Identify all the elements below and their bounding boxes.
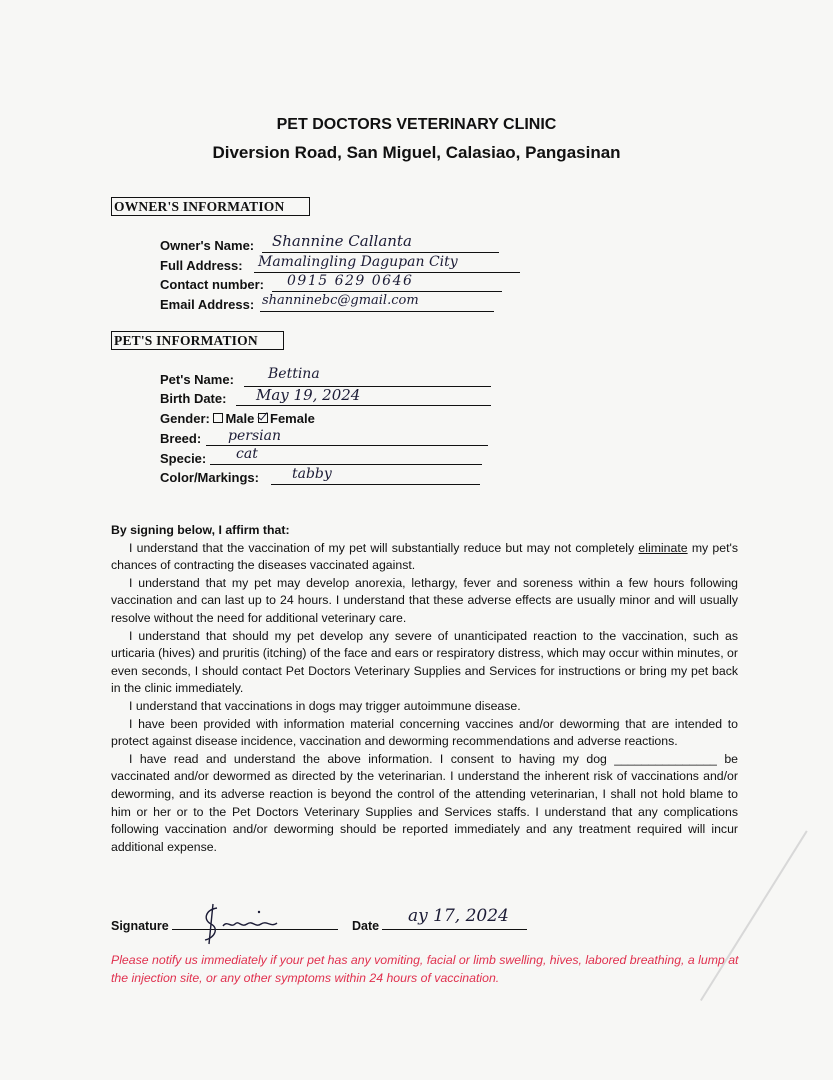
contact-number-line (272, 291, 502, 292)
date-label: Date (352, 919, 380, 933)
clinic-name: PET DOCTORS VETERINARY CLINIC (276, 116, 557, 133)
birth-date-line (236, 405, 491, 406)
full-address-value[interactable]: Mamalingling Dagupan City (258, 254, 458, 270)
birth-date-value[interactable]: May 19, 2024 (256, 386, 361, 404)
post-vaccination-notice: Please notify us immediately if your pet has any vomiting, facial or limb swelling, hives, labored breathing, a lump at the injection site, or any other symptoms within 24 hours of vaccination. (111, 953, 739, 985)
full-address-label: Full Address: (160, 258, 243, 273)
clinic-address: Diversion Road, San Miguel, Calasiao, Pangasinan (212, 143, 621, 162)
pet-name-value[interactable]: Bettina (268, 366, 320, 382)
affirmation-section (111, 522, 738, 856)
breed-value[interactable]: persian (228, 428, 281, 444)
pet-name-label: Pet's Name: (160, 372, 234, 387)
handwritten-signature[interactable] (195, 898, 295, 948)
email-address-label: Email Address: (160, 297, 255, 312)
specie-label: Specie: (160, 451, 207, 466)
gender-row (160, 411, 315, 427)
gender-female-checkbox[interactable] (258, 413, 268, 423)
date-value[interactable]: ay 17, 2024 (408, 906, 509, 926)
affirmation-heading: By signing below, I affirm that: (111, 523, 290, 537)
specie-value[interactable]: cat (236, 446, 258, 462)
email-address-value[interactable]: shanninebc@gmail.com (262, 293, 419, 308)
affirmation-paragraph-1: I understand that the vaccination of my pet will substantially reduce but may not completely eliminate my pet's chances of contracting the diseases vaccinated against. (111, 540, 738, 573)
contact-number-label: Contact number: (160, 277, 264, 292)
contact-number-value[interactable]: 0915 629 0646 (287, 273, 414, 289)
owner-section-title: OWNER'S INFORMATION (111, 197, 310, 216)
owner-name-label: Owner's Name: (160, 238, 255, 253)
date-line (382, 929, 527, 930)
affirmation-paragraph-5: I have been provided with information material concerning vaccines and/or deworming that are intended to protect against disease incidence, vaccination and deworming recommendations and adverse reactions. (111, 716, 738, 749)
birth-date-label: Birth Date: (160, 391, 227, 406)
affirmation-paragraph-6: I have read and understand the above information. I consent to having my dog _______________ be vaccinated and/or dewormed as directed by the veterinarian. I understand the inherent risk of vaccinations and/or deworming, and its adverse reaction is beyond the control of the attending veterinarian, I shall not hold blame to him or her or to the Pet Doctors Veterinary Supplies and Services staffs. I understand that any complications following vaccination and/or deworming should be reported immediately and any treatment required will incur additional expense. (111, 751, 738, 854)
affirmation-paragraph-3: I understand that should my pet develop any severe of unanticipated reaction to the vaccination, such as urticaria (hives) and pruritis (itching) of the face and ears or respiratory distress, which may occur within minutes, or even seconds, I should contact Pet Doctors Veterinary Supplies and Services for instructions or bring my pet back in the clinic immediately. (111, 628, 738, 696)
color-markings-label: Color/Markings: (160, 470, 259, 485)
affirmation-paragraph-4: I understand that vaccinations in dogs may trigger autoimmune disease. (129, 698, 521, 713)
underlined-eliminate: eliminate (638, 540, 688, 555)
breed-label: Breed: (160, 431, 202, 446)
gender-male-checkbox[interactable] (213, 413, 223, 423)
gender-label: Gender: (160, 411, 210, 426)
owner-name-value[interactable]: Shannine Callanta (272, 232, 412, 250)
owner-name-line (262, 252, 499, 253)
gender-male-label: Male (225, 411, 255, 426)
color-markings-line (271, 484, 480, 485)
dog-name-blank[interactable]: _______________ (614, 751, 717, 766)
email-address-line (260, 311, 494, 312)
affirmation-paragraph-2: I understand that my pet may develop anorexia, lethargy, fever and soreness within a few hours following vaccination and can last up to 24 hours. I understand that these adverse effects are usually minor and will usually resolve without the need for additional veterinary care. (111, 575, 738, 625)
pet-section-title: PET'S INFORMATION (111, 331, 284, 350)
specie-line (210, 464, 482, 465)
color-markings-value[interactable]: tabby (292, 466, 332, 482)
gender-female-label: Female (270, 411, 315, 426)
signature-label: Signature (111, 919, 169, 933)
